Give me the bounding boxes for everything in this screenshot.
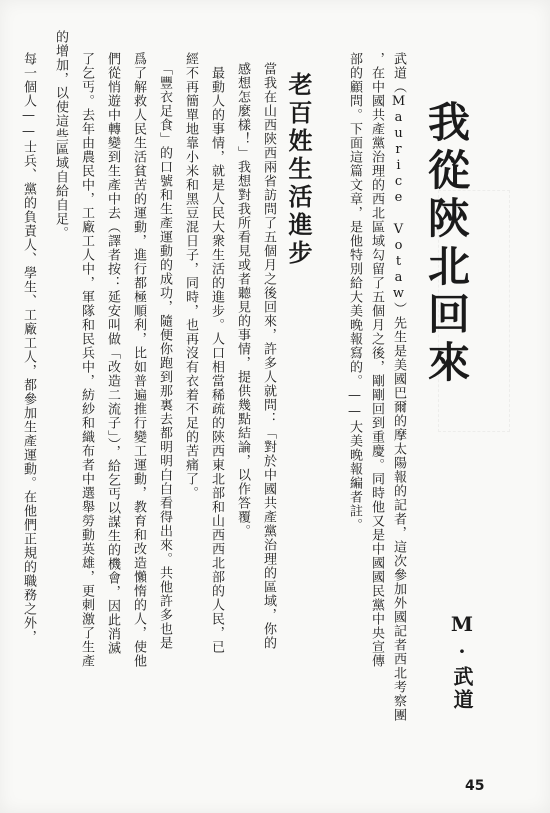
intro-column-2: ，在中國共產黨治理的西北區域勾留了五個月之後，剛剛回到重慶。同時他又是中國國民黨中央宣傳 xyxy=(369,52,384,668)
body-column-3: 最動人的事情，就是人民大衆生活的進步。人口相當稀疏的陝西東北部和山西西北部的人民，已 xyxy=(209,66,224,654)
intro-column-1: 武道（Maurice Votaw）先生是美國巴爾的摩太陽報的記者，這次參加外國記者西北考察團 xyxy=(391,52,406,722)
body-column-4: 經不再簡單地靠小米和黑豆混日子，同時，也再沒有衣着不足的苦痛了。 xyxy=(183,52,198,500)
body-column-7: 們從悄遊中轉變到生產中去（譯者按：延安叫做「改造二流子」），給乞丐以謀生的機會，因此消滅 xyxy=(105,52,120,655)
body-column-6: 爲了解救人民生活貧苦的運動，進行都極順利，比如普遍推行變工運動，教育和改造懶惰的人，使他 xyxy=(131,52,146,668)
body-column-1: 當我在山西陝西兩省訪問了五個月之後回來，許多人就問：「對於中國共產黨治理的區域，你的 xyxy=(261,62,276,650)
intro-column-3: 部的顧問。下面這篇文章，是他特別給大美晚報寫的。——大美晚報編者註。 xyxy=(347,52,362,532)
body-column-2: 感想怎麼樣！」我想對我所看見或者聽見的事情，提供幾點結論，以作答覆。 xyxy=(235,62,250,538)
body-column-9: 的增加，以使這些區域自給自足。 xyxy=(53,30,68,240)
author-byline: M·武道 xyxy=(450,612,474,712)
article-title: 我從陝北回來 xyxy=(422,100,471,388)
page-number: 45 xyxy=(465,778,485,794)
body-column-8: 了乞丐。去年由農民中，工廠工人中，軍隊和民兵中，紡紗和織布者中選舉勞動英雄，更刺激了生產 xyxy=(79,52,94,668)
body-column-5: 「豐衣足食」的口號和生產運動的成功，隨便你跑到那裏去都明明白白看得出來。共他許多也是 xyxy=(157,62,172,650)
body-column-10: 每一個人——士兵、黨的負責人、學生、工廠工人，都參加生產運動。在他們正規的職務之外， xyxy=(21,52,36,644)
section-subtitle: 老百姓生活進步 xyxy=(284,72,313,268)
